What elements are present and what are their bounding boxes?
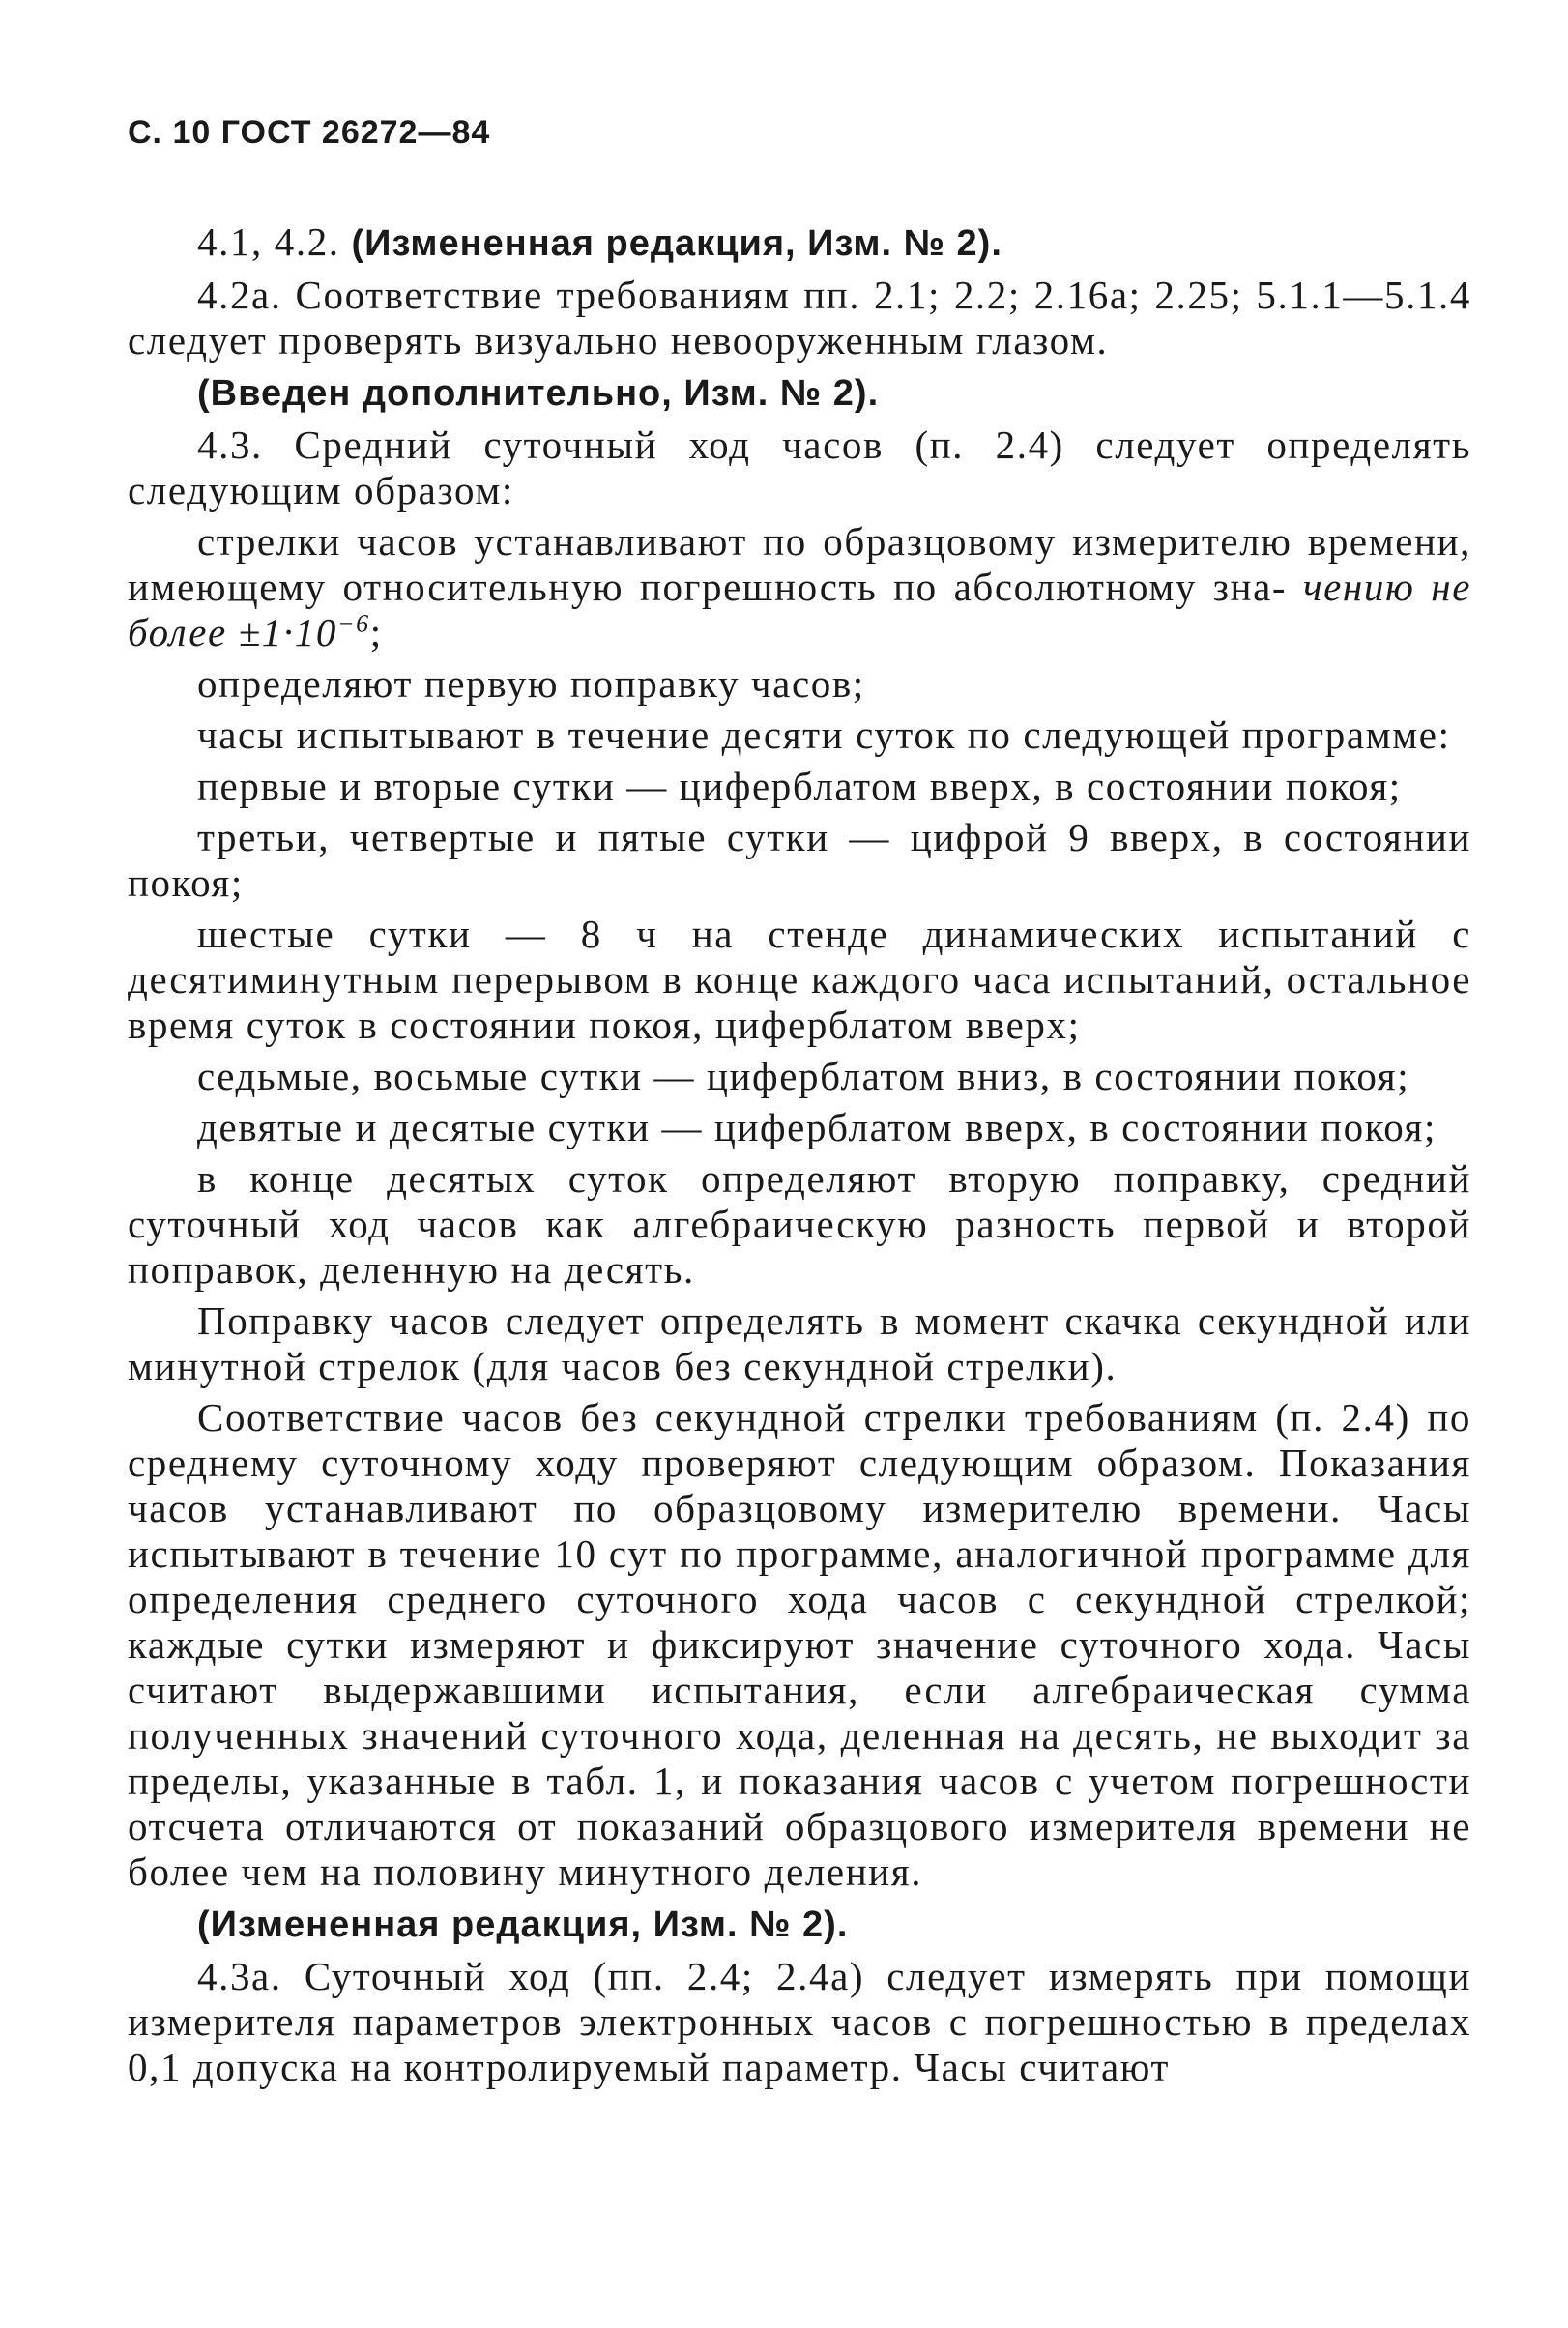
italic-text: чению не более ±1·10 <box>128 565 1471 655</box>
paragraph-day-7-8: седьмые, восьмые сутки — циферблатом вниз, в состоянии покоя; <box>197 1054 1410 1098</box>
paragraph-day-1-2: первые и вторые сутки — циферблатом вверх, в состоянии покоя; <box>197 764 1402 808</box>
text-span: стрелки часов устанавливают по образцовому измерителю времени, имеющему относительную погрешность по абсолютному зна- <box>128 519 1471 609</box>
exponent: −6 <box>336 609 370 638</box>
paragraph-correction-moment: Поправку часов следует определять в момент скачка секундной или минутной стрелок (для часов без секундной стрелки). <box>128 1298 1471 1388</box>
text-end: ; <box>369 610 383 655</box>
paragraph-no-second-hand: Соответствие часов без секундной стрелки требованиям (п. 2.4) по среднему суточному ходу проверяют следующим образом. Показания часов устанавливают по образцовому измерителю времени. Часы испытывают в течение 10 сут по программе, аналогичной программе для определения среднего суточного хода часов с секундной стрелкой; каждые сутки измеряют и фиксируют значение суточного хода. Часы считают выдержавшими испытания, если алгебраическая сумма полученных значений суточного хода, деленная на десять, не выходит за пределы, указанные в табл. 1, и показания часов с учетом погрешности отсчета отличаются от показаний образцового измерителя времени не более чем на половину минутного деления. <box>128 1395 1471 1894</box>
paragraph-day-6: шестые сутки — 8 ч на стенде динамических испытаний с десятиминутным перерывом в конце каждого часа испытаний, остальное время суток в состоянии покоя, циферблатом вверх; <box>128 912 1471 1047</box>
page-header <box>128 114 1471 152</box>
amendment-note: (Введен дополнительно, Изм. № 2). <box>197 373 880 414</box>
amendment-note-changed <box>128 1901 1471 1948</box>
paragraph-day-9-10: девятые и десятые сутки — циферблатом вверх, в состоянии покоя; <box>197 1105 1437 1149</box>
paragraph-first-correction: определяют первую поправку часов; <box>197 661 865 706</box>
body-text <box>128 219 1471 2090</box>
paragraph-second-correction: в конце десятых суток определяют вторую поправку, средний суточный ход часов как алгебраическую разность первой и второй поправок, деленную на десять. <box>128 1156 1471 1292</box>
paragraph-4-3: 4.3. Средний суточный ход часов (п. 2.4) следует определять следующим образом: <box>128 422 1471 512</box>
standard-number: ГОСТ 26272—84 <box>220 114 491 151</box>
paragraph-day-3-5: третьи, четвертые и пятые сутки — цифрой 9 вверх, в состоянии покоя; <box>128 815 1471 905</box>
amendment-note: (Измененная редакция, Изм. № 2). <box>351 223 1002 264</box>
page-number: С. 10 <box>128 114 212 151</box>
clause-number: 4.1, 4.2. <box>197 219 340 264</box>
paragraph-4-3a: 4.3а. Суточный ход (пп. 2.4; 2.4а) следует измерять при помощи измерителя параметров электронных часов с погрешностью в пределах 0,1 допуска на контролируемый параметр. Часы считают <box>128 1954 1471 2089</box>
paragraph-test-program: часы испытывают в течение десяти суток по следующей программе: <box>197 713 1451 757</box>
paragraph-set-hands <box>128 519 1471 655</box>
amendment-note: (Измененная редакция, Изм. № 2). <box>197 1905 849 1945</box>
paragraph-4-2a: 4.2а. Соответствие требованиям пп. 2.1; 2.2; 2.16а; 2.25; 5.1.1—5.1.4 следует проверять визуально невооруженным глазом. <box>128 273 1471 363</box>
paragraph-4-1-4-2 <box>128 219 1471 267</box>
amendment-note-introduced <box>128 369 1471 417</box>
